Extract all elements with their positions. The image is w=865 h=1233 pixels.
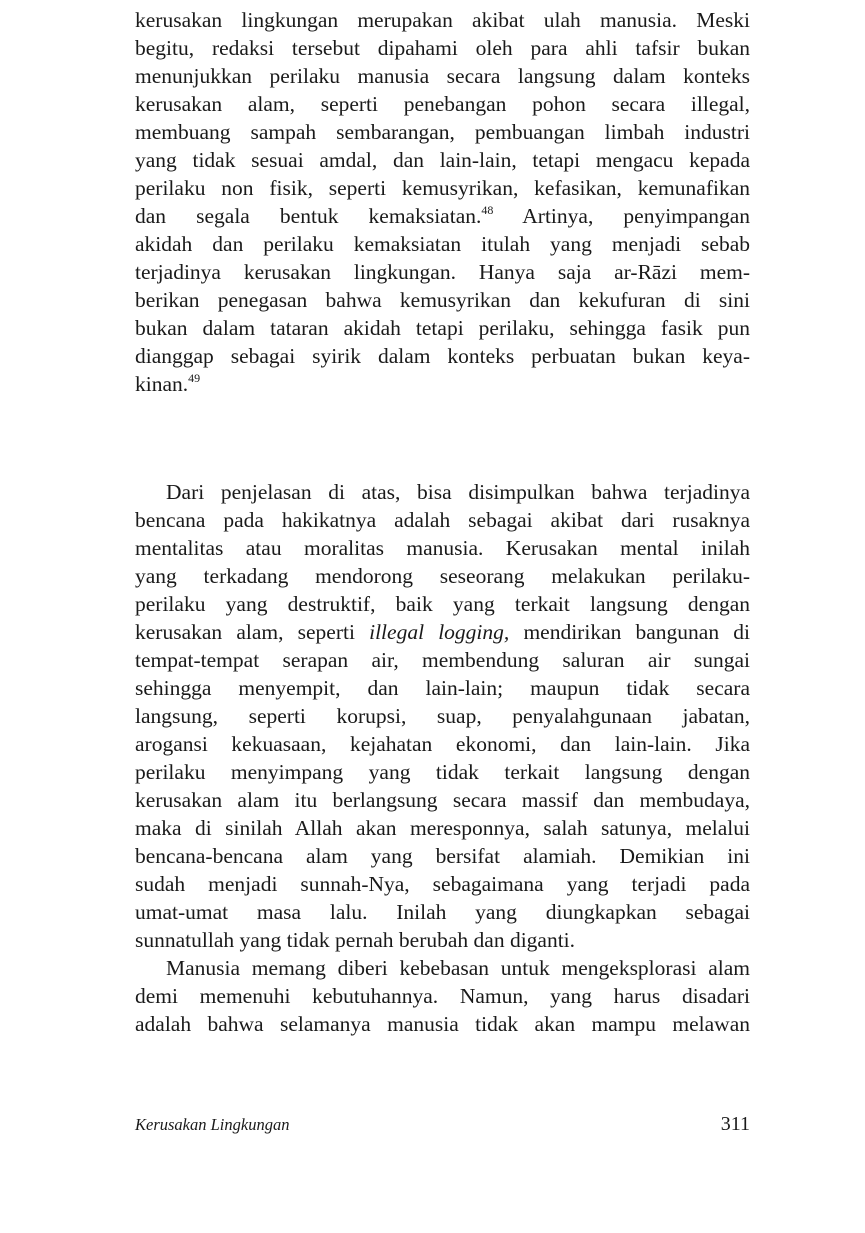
text-line: [135, 90, 750, 118]
text-segment: membuang sampah sembarangan, pembuangan limbah industri: [135, 120, 750, 144]
text-segment: sunnatullah yang tidak pernah berubah dan diganti.: [135, 928, 576, 952]
text-line: [135, 534, 750, 562]
text-segment: dan segala bentuk kemaksiatan.: [135, 204, 482, 228]
text-segment: demi memenuhi kebutuhannya. Namun, yang harus disadari: [135, 984, 750, 1008]
text-line: [135, 1010, 750, 1038]
text-segment: adalah bahwa selamanya manusia tidak akan mampu melawan: [135, 1012, 750, 1036]
text-segment: akidah dan perilaku kemaksiatan itulah yang menjadi sebab: [135, 232, 750, 256]
text-line: [135, 982, 750, 1010]
text-segment: Manusia memang diberi kebebasan untuk mengeksplorasi alam: [166, 956, 750, 980]
text-line: [135, 646, 750, 674]
running-footer-title: Kerusakan Lingkungan: [135, 1115, 290, 1134]
text-line: [135, 34, 750, 62]
text-line: [135, 814, 750, 842]
text-line: [135, 618, 750, 646]
text-line: [135, 562, 750, 590]
text-segment: bencana pada hakikatnya adalah sebagai akibat dari rusaknya: [135, 508, 750, 532]
text-segment: sehingga menyempit, dan lain-lain; maupun tidak secara: [135, 676, 750, 700]
footnote-ref: 49: [188, 371, 201, 385]
paragraph: [135, 6, 750, 398]
text-segment: Artinya, penyimpangan: [493, 204, 750, 228]
text-segment: perilaku non fisik, seperti kemusyrikan, kefasikan, kemunafikan: [135, 176, 750, 200]
text-line: [135, 342, 750, 370]
text-line: [135, 478, 750, 506]
page-number: 311: [720, 1113, 750, 1135]
text-segment: terjadinya kerusakan lingkungan. Hanya saja ar-Rāzi mem-: [135, 260, 750, 284]
text-segment: bencana-bencana alam yang bersifat alamiah. Demikian ini: [135, 844, 750, 868]
text-line: [135, 926, 750, 954]
text-segment: yang tidak sesuai amdal, dan lain-lain, tetapi mengacu kepada: [135, 148, 750, 172]
text-segment: perilaku menyimpang yang tidak terkait langsung dengan: [135, 760, 750, 784]
text-segment: umat-umat masa lalu. Inilah yang diungkapkan sebagai: [135, 900, 750, 924]
text-line: [135, 370, 750, 398]
text-segment: kerusakan alam, seperti: [135, 620, 370, 644]
text-line: [135, 898, 750, 926]
text-line: [135, 786, 750, 814]
text-segment: dianggap sebagai syirik dalam konteks perbuatan bukan keya-: [135, 344, 750, 368]
text-line: [135, 730, 750, 758]
text-line: [135, 286, 750, 314]
text-segment: sudah menjadi sunnah-Nya, sebagaimana yang terjadi pada: [135, 872, 750, 896]
text-line: [135, 118, 750, 146]
text-segment: Dari penjelasan di atas, bisa disimpulkan bahwa terjadinya: [166, 480, 750, 504]
text-segment: mendirikan bangunan di: [509, 620, 750, 644]
text-line: [135, 314, 750, 342]
text-segment: yang terkadang mendorong seseorang melakukan perilaku-: [135, 564, 750, 588]
text-segment: perilaku yang destruktif, baik yang terkait langsung dengan: [135, 592, 750, 616]
text-segment: begitu, redaksi tersebut dipahami oleh para ahli tafsir bukan: [135, 36, 750, 60]
text-segment: kerusakan lingkungan merupakan akibat ulah manusia. Meski: [135, 8, 750, 32]
text-line: [135, 702, 750, 730]
text-segment: berikan penegasan bahwa kemusyrikan dan kekufuran di sini: [135, 288, 750, 312]
text-line: [135, 202, 750, 230]
text-segment: arogansi kekuasaan, kejahatan ekonomi, dan lain-lain. Jika: [135, 732, 750, 756]
text-line: [135, 870, 750, 898]
text-line: [135, 146, 750, 174]
text-segment: kerusakan alam, seperti penebangan pohon secara illegal,: [135, 92, 750, 116]
paragraph: [135, 478, 750, 954]
text-line: [135, 954, 750, 982]
footnote-ref: 48: [481, 203, 494, 217]
text-segment: langsung, seperti korupsi, suap, penyalahgunaan jabatan,: [135, 704, 750, 728]
text-line: [135, 758, 750, 786]
italic-term: illegal logging,: [369, 620, 510, 644]
paragraph: [135, 954, 750, 1038]
text-segment: tempat-tempat serapan air, membendung saluran air sungai: [135, 648, 750, 672]
text-line: [135, 6, 750, 34]
text-segment: bukan dalam tataran akidah tetapi perilaku, sehingga fasik pun: [135, 316, 750, 340]
text-line: [135, 590, 750, 618]
text-line: [135, 258, 750, 286]
text-line: [135, 842, 750, 870]
text-line: [135, 674, 750, 702]
text-line: [135, 174, 750, 202]
text-segment: maka di sinilah Allah akan meresponnya, salah satunya, melalui: [135, 816, 750, 840]
text-segment: menunjukkan perilaku manusia secara langsung dalam konteks: [135, 64, 750, 88]
text-segment: mentalitas atau moralitas manusia. Kerusakan mental inilah: [135, 536, 750, 560]
text-segment: kerusakan alam itu berlangsung secara massif dan membudaya,: [135, 788, 750, 812]
text-segment: kinan.: [135, 372, 189, 396]
text-line: [135, 506, 750, 534]
text-line: [135, 62, 750, 90]
text-line: [135, 230, 750, 258]
